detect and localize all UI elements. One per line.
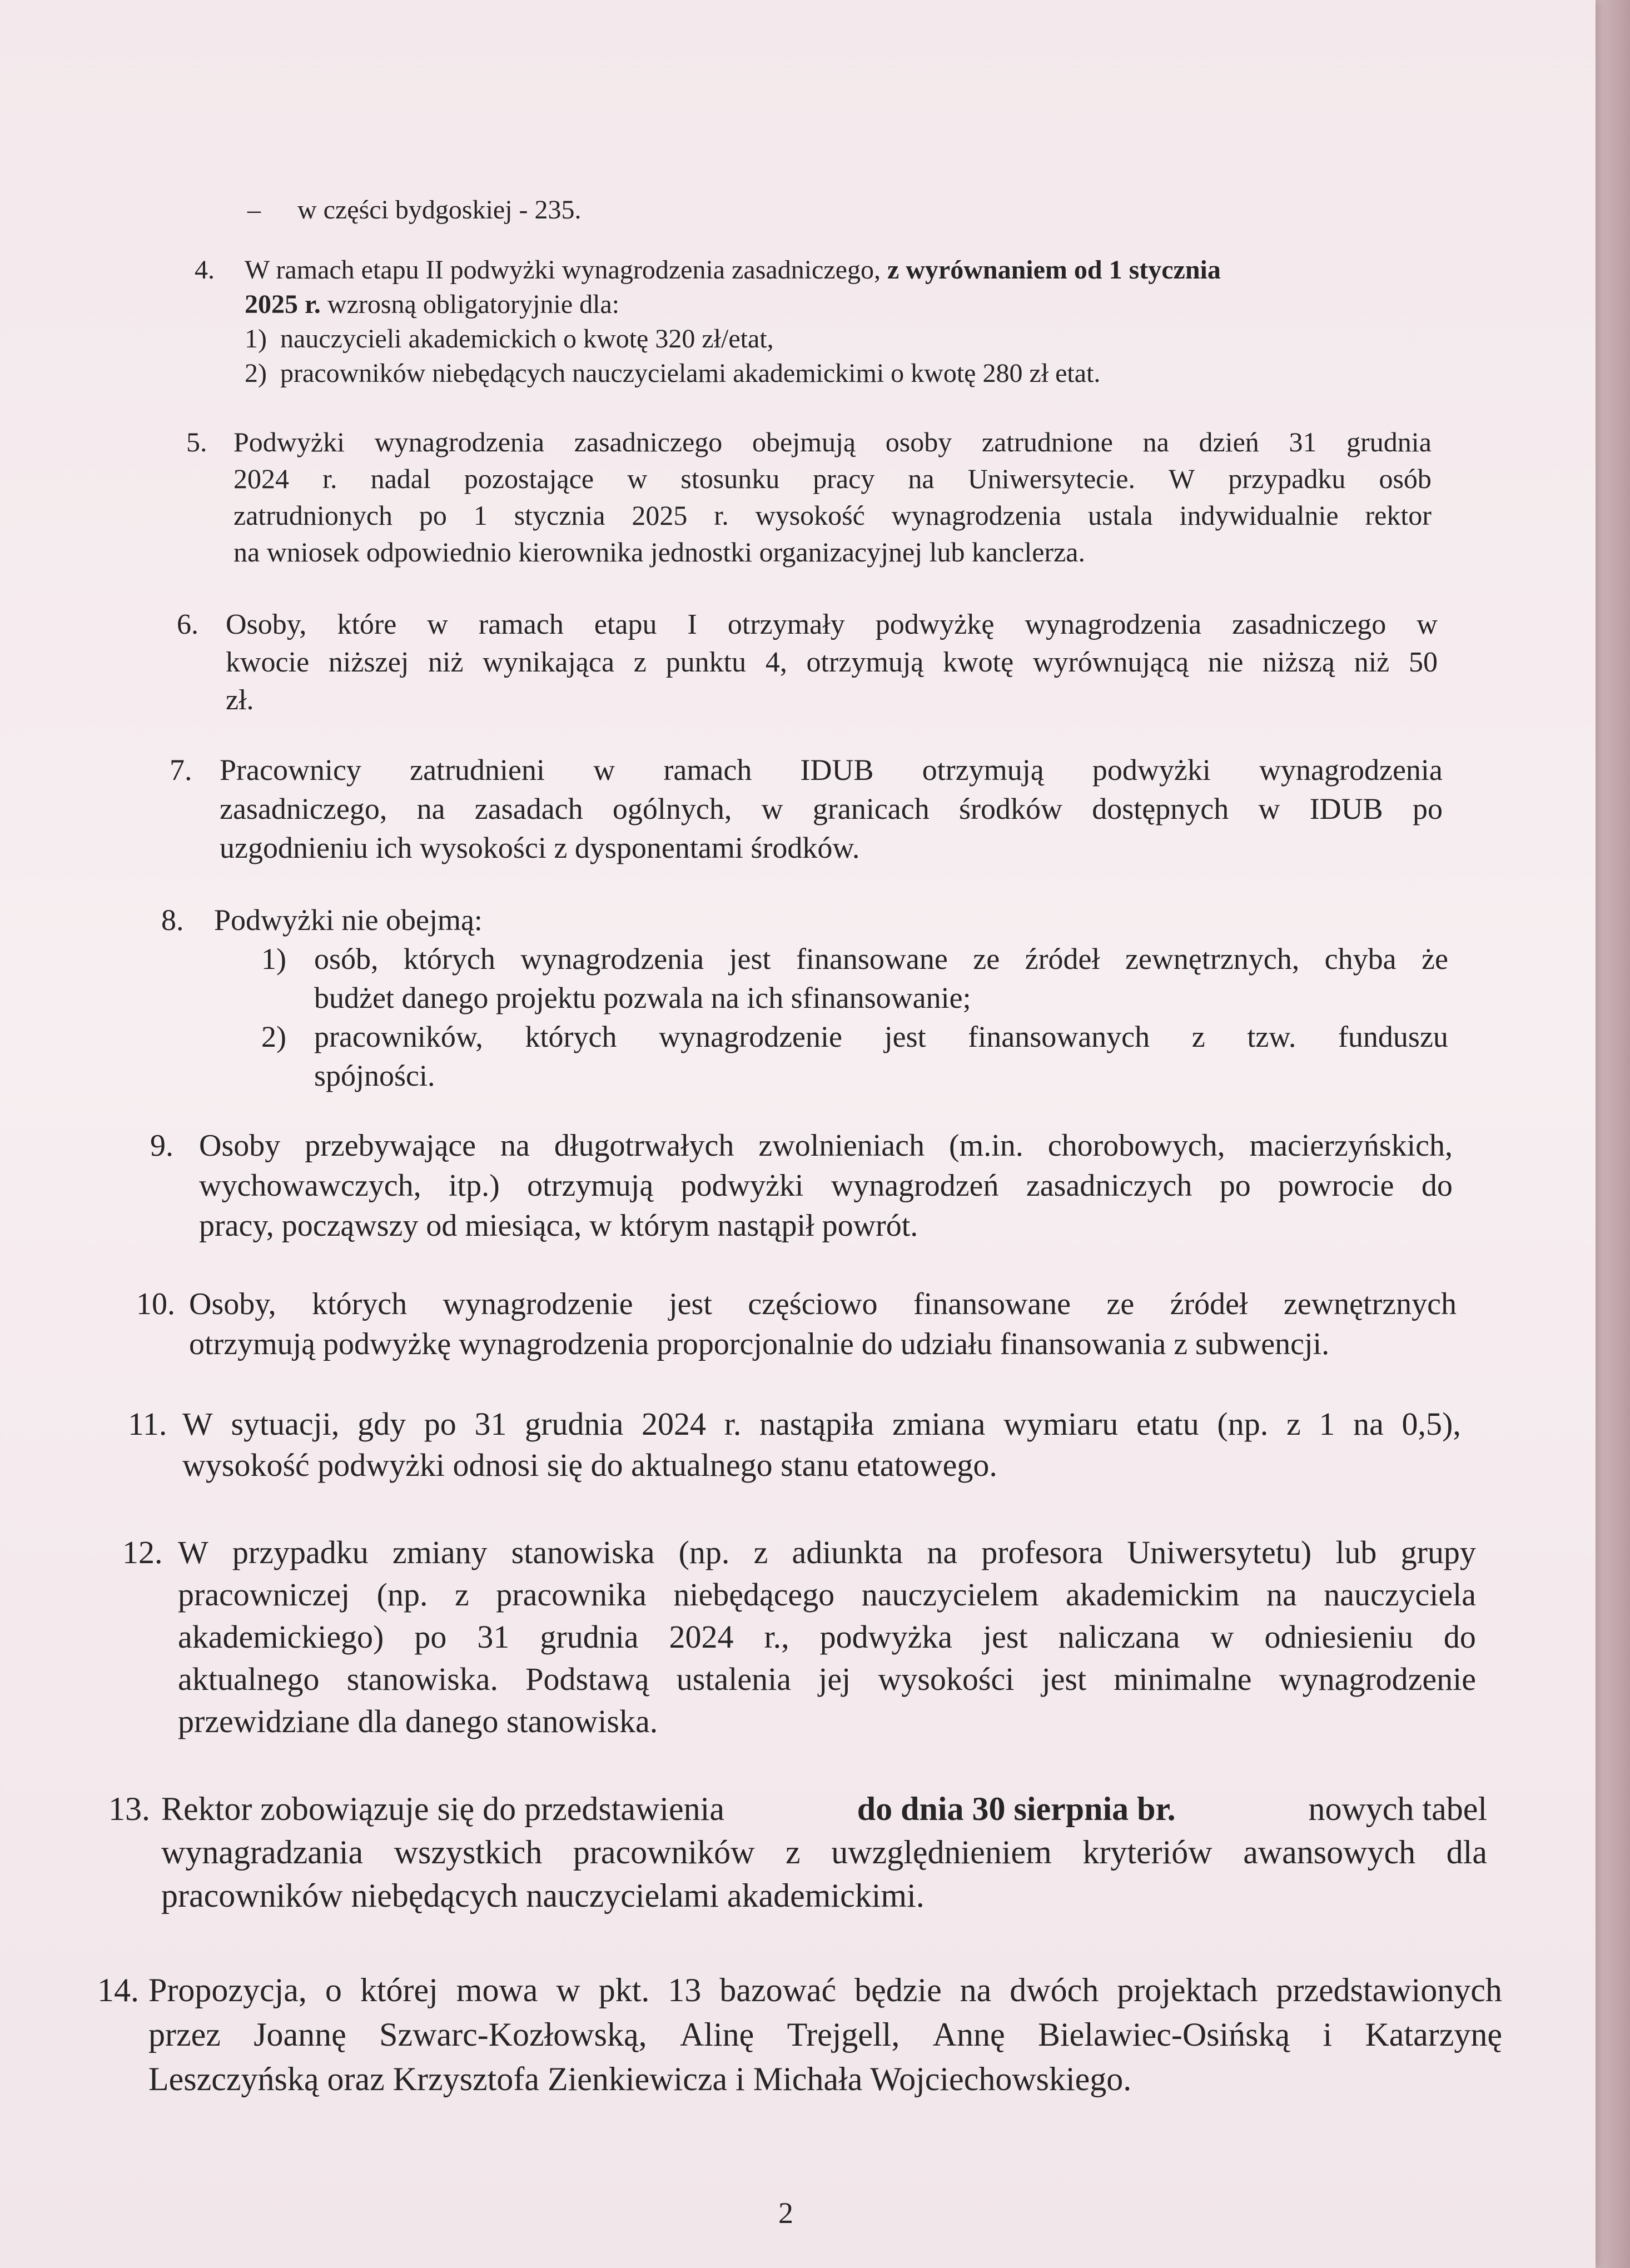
- item-line: pracowników niebędących nauczycielami akademickimi.: [161, 1877, 925, 1914]
- item-line: Osoby, które w ramach etapu I otrzymały podwyżkę wynagrodzenia zasadniczego w: [226, 609, 1438, 640]
- item-line: aktualnego stanowiska. Podstawą ustalenia jej wysokości jest minimalne wynagrodzenie: [178, 1661, 1476, 1697]
- item-line: Osoby, których wynagrodzenie jest częściowo finansowane ze źródeł zewnętrznych: [189, 1287, 1457, 1321]
- item-number: 14.: [97, 1972, 139, 2008]
- sub-item: 2) pracowników niebędących nauczycielami akademickimi o kwotę 280 zł etat.: [245, 359, 1101, 388]
- item-number: 13.: [108, 1790, 150, 1827]
- item-number: 4.: [195, 255, 215, 285]
- item-line: Leszczyńską oraz Krzysztofa Zienkiewicza i Michała Wojciechowskiego.: [148, 2061, 1132, 2097]
- item-number: 6.: [177, 609, 198, 640]
- item-line: kwocie niższej niż wynikająca z punktu 4, otrzymują kwotę wyrównującą nie niższą niż 50: [226, 646, 1438, 678]
- item-line: pracowniczej (np. z pracownika niebędącego nauczycielem akademickim na nauczyciela: [178, 1576, 1476, 1613]
- item-line: W przypadku zmiany stanowiska (np. z adiunkta na profesora Uniwersytetu) lub grupy: [178, 1534, 1476, 1570]
- item-intro: Podwyżki nie obejmą:: [214, 903, 483, 937]
- sub-item-line: pracowników, których wynagrodzenie jest finansowanych z tzw. funduszu: [314, 1020, 1448, 1053]
- item-number: 9.: [150, 1128, 173, 1163]
- item-line: akademickiego) po 31 grudnia 2024 r., podwyżka jest naliczana w odniesieniu do: [178, 1619, 1476, 1655]
- sub-item-line: budżet danego projektu pozwala na ich sfinansowanie;: [314, 981, 971, 1014]
- item-number: 12.: [122, 1534, 163, 1570]
- item-line: W sytuacji, gdy po 31 grudnia 2024 r. nastąpiła zmiana wymiaru etatu (np. z 1 na 0,5),: [182, 1406, 1461, 1442]
- item-line: uzgodnieniu ich wysokości z dysponentami środków.: [220, 831, 860, 864]
- item-number: 7.: [170, 753, 192, 787]
- item-line: Propozycja, o której mowa w pkt. 13 bazować będzie na dwóch projektach przedstawionych: [148, 1972, 1502, 2008]
- item-line: zatrudnionych po 1 stycznia 2025 r. wysokość wynagrodzenia ustala indywidualnie rektor: [233, 500, 1432, 531]
- item-line: Osoby przebywające na długotrwałych zwolnieniach (m.in. chorobowych, macierzyńskich,: [199, 1128, 1453, 1163]
- item-line: wysokość podwyżki odnosi się do aktualnego stanu etatowego.: [182, 1447, 997, 1483]
- item-line: Rektor zobowiązuje się do przedstawienia do dnia 30 sierpnia br. nowych tabel: [161, 1790, 1487, 1827]
- item-line: W ramach etapu II podwyżki wynagrodzenia zasadniczego, z wyrównaniem od 1 stycznia: [245, 255, 1221, 285]
- item-number: 10.: [136, 1287, 175, 1321]
- sub-item-line: osób, których wynagrodzenia jest finansowane ze źródeł zewnętrznych, chyba że: [314, 942, 1448, 976]
- item-line: wychowawczych, itp.) otrzymują podwyżki wynagrodzeń zasadniczych po powrocie do: [199, 1168, 1453, 1203]
- item-number: 11.: [128, 1406, 167, 1442]
- item-line: 2024 r. nadal pozostające w stosunku pracy na Uniwersytecie. W przypadku osób: [233, 463, 1432, 494]
- page-number: 2: [778, 2196, 793, 2230]
- item-line: wynagradzania wszystkich pracowników z uwzględnieniem kryteriów awansowych dla: [161, 1834, 1487, 1871]
- item-line: Podwyżki wynagrodzenia zasadniczego obejmują osoby zatrudnione na dzień 31 grudnia: [233, 426, 1432, 457]
- item-line: zł.: [226, 684, 254, 716]
- item-number: 5.: [186, 426, 207, 457]
- item-line: przewidziane dla danego stanowiska.: [178, 1703, 658, 1739]
- item-line: Pracownicy zatrudnieni w ramach IDUB otrzymują podwyżki wynagrodzenia: [220, 753, 1443, 787]
- sub-item-number: 2): [261, 1020, 286, 1053]
- item-line: pracy, począwszy od miesiąca, w którym nastąpił powrót.: [199, 1208, 918, 1243]
- item-number: 8.: [161, 903, 184, 937]
- sub-item-line: spójności.: [314, 1059, 435, 1092]
- sub-item-number: 1): [261, 942, 286, 976]
- item-line: przez Joannę Szwarc-Kozłowską, Alinę Trejgell, Annę Bielawiec-Osińską i Katarzynę: [148, 2016, 1502, 2053]
- item-line: 2025 r. wzrosną obligatoryjnie dla:: [245, 290, 620, 319]
- sub-item: 1) nauczycieli akademickich o kwotę 320 zł/etat,: [245, 324, 774, 354]
- dash-item: [247, 195, 582, 225]
- item-line: zasadniczego, na zasadach ogólnych, w granicach środków dostępnych w IDUB po: [220, 792, 1443, 825]
- dash-marker: –: [247, 195, 261, 225]
- item-line: na wniosek odpowiednio kierownika jednostki organizacyjnej lub kanclerza.: [233, 536, 1085, 568]
- item-line: otrzymują podwyżkę wynagrodzenia proporcjonalnie do udziału finansowania z subwencji.: [189, 1327, 1330, 1361]
- dash-item-text: w części bydgoskiej - 235.: [297, 195, 582, 225]
